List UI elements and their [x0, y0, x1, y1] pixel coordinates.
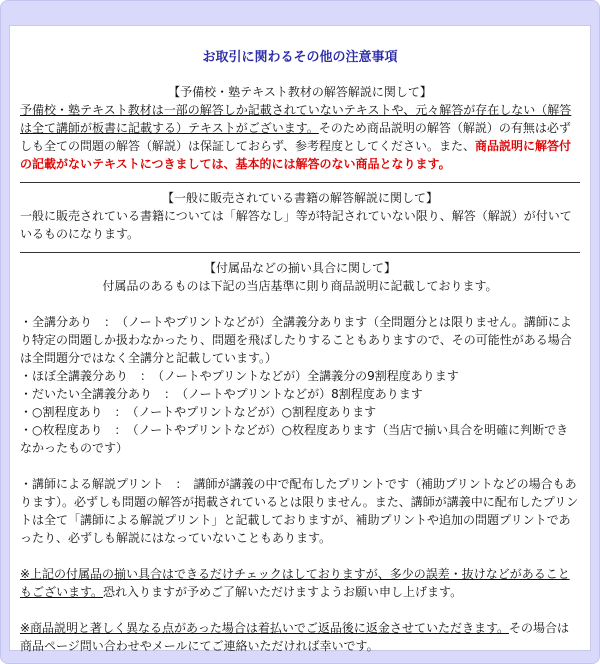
check-note-underlined: ※上記の付属品の揃い具合はできるだけチェックはしておりますが、多少の誤差・抜けなどがあることもございます。 [20, 567, 570, 599]
section-body-books: 一般に販売されている書籍については「解答なし」等が特記されていない限り、解答（解説）が付いているものになります。 [20, 209, 572, 241]
accessory-item: ・だいたい全講義分あり ： （ノートやプリントなどが）8割程度あります [20, 387, 423, 401]
textbook-underlined-text: 予備校・塾テキスト教材は一部の解答しか記載されていないテキストや、元々解答が存在しない（解答は全て講師が板書に記載する）テキストがございます。 [20, 103, 572, 135]
return-policy-note [20, 619, 580, 655]
print-note: ・講師による解説プリント ： 講師が講義の中で配布したプリントです（補助プリントなどの場合もあります）。必ずしも問題の解答が掲載されているとは限りません。また、講師が講義中に配布したプリントは全て「講師による解説プリント」と記載しておりますが、補助プリントや追加の問題プリントであったり、必ずしも解説にはなっていないこともあります。 [20, 477, 579, 545]
notice-title: お取引に関わるその他の注意事項 [202, 50, 398, 65]
check-note-normal: 恐れ入りますが予めご了解いただけますようお願い申し上げます。 [103, 585, 463, 599]
accessory-check-note [20, 565, 580, 601]
return-note-underlined: ※商品説明と著しく異なる点があった場合は着払いでご返品後に返金させていただきます。 [20, 621, 509, 635]
accessory-item: ・全講分あり ： （ノートやプリントなどが）全講義分あります（全問題分とは限りません。講師により特定の問題しか扱わなかったり、問題を飛ばしたりすることもありますので、その可能性がある場合は全問題分ではなく全講分と記載しています。） [20, 315, 572, 365]
notice-panel [9, 25, 591, 651]
return-note-normal: その場合は商品ページ問い合わせやメールにてご連絡いただければ幸いです。 [20, 621, 569, 653]
accessory-item: ・ほぼ全講義分あり ： （ノートやプリントなどが）全講義分の9割程度あります [20, 369, 459, 383]
textbook-normal-text: そのため商品説明の解答（解説）の有無は必ずしも全ての問題の解答（解説）は保証しておらず、参考程度としてください。また、 [20, 121, 571, 153]
section-heading-books: 【一般に販売されている書籍の解答解説に関して】 [161, 191, 438, 205]
divider-1 [20, 182, 580, 183]
divider-2 [20, 252, 580, 253]
accessory-item: ・○割程度あり ： （ノートやプリントなどが）○割程度あります [20, 405, 377, 419]
textbook-warning-text: 商品説明に解答付の記載がないテキストにつきましては、基本的には解答のない商品となります。 [20, 139, 572, 171]
section-heading-accessories: 【付属品などの揃い具合に関して】 [203, 261, 396, 275]
accessories-intro: 付属品のあるものは下記の当店基準に則り商品説明に記載しております。 [102, 279, 498, 293]
accessory-item: ・○枚程度あり ： （ノートやプリントなどが）○枚程度あります（当店で揃い具合を明確に判断できなかったものです） [20, 423, 569, 455]
section-body-textbook [20, 101, 580, 173]
section-heading-textbook: 【予備校・塾テキスト教材の解答解説に関して】 [168, 85, 432, 99]
